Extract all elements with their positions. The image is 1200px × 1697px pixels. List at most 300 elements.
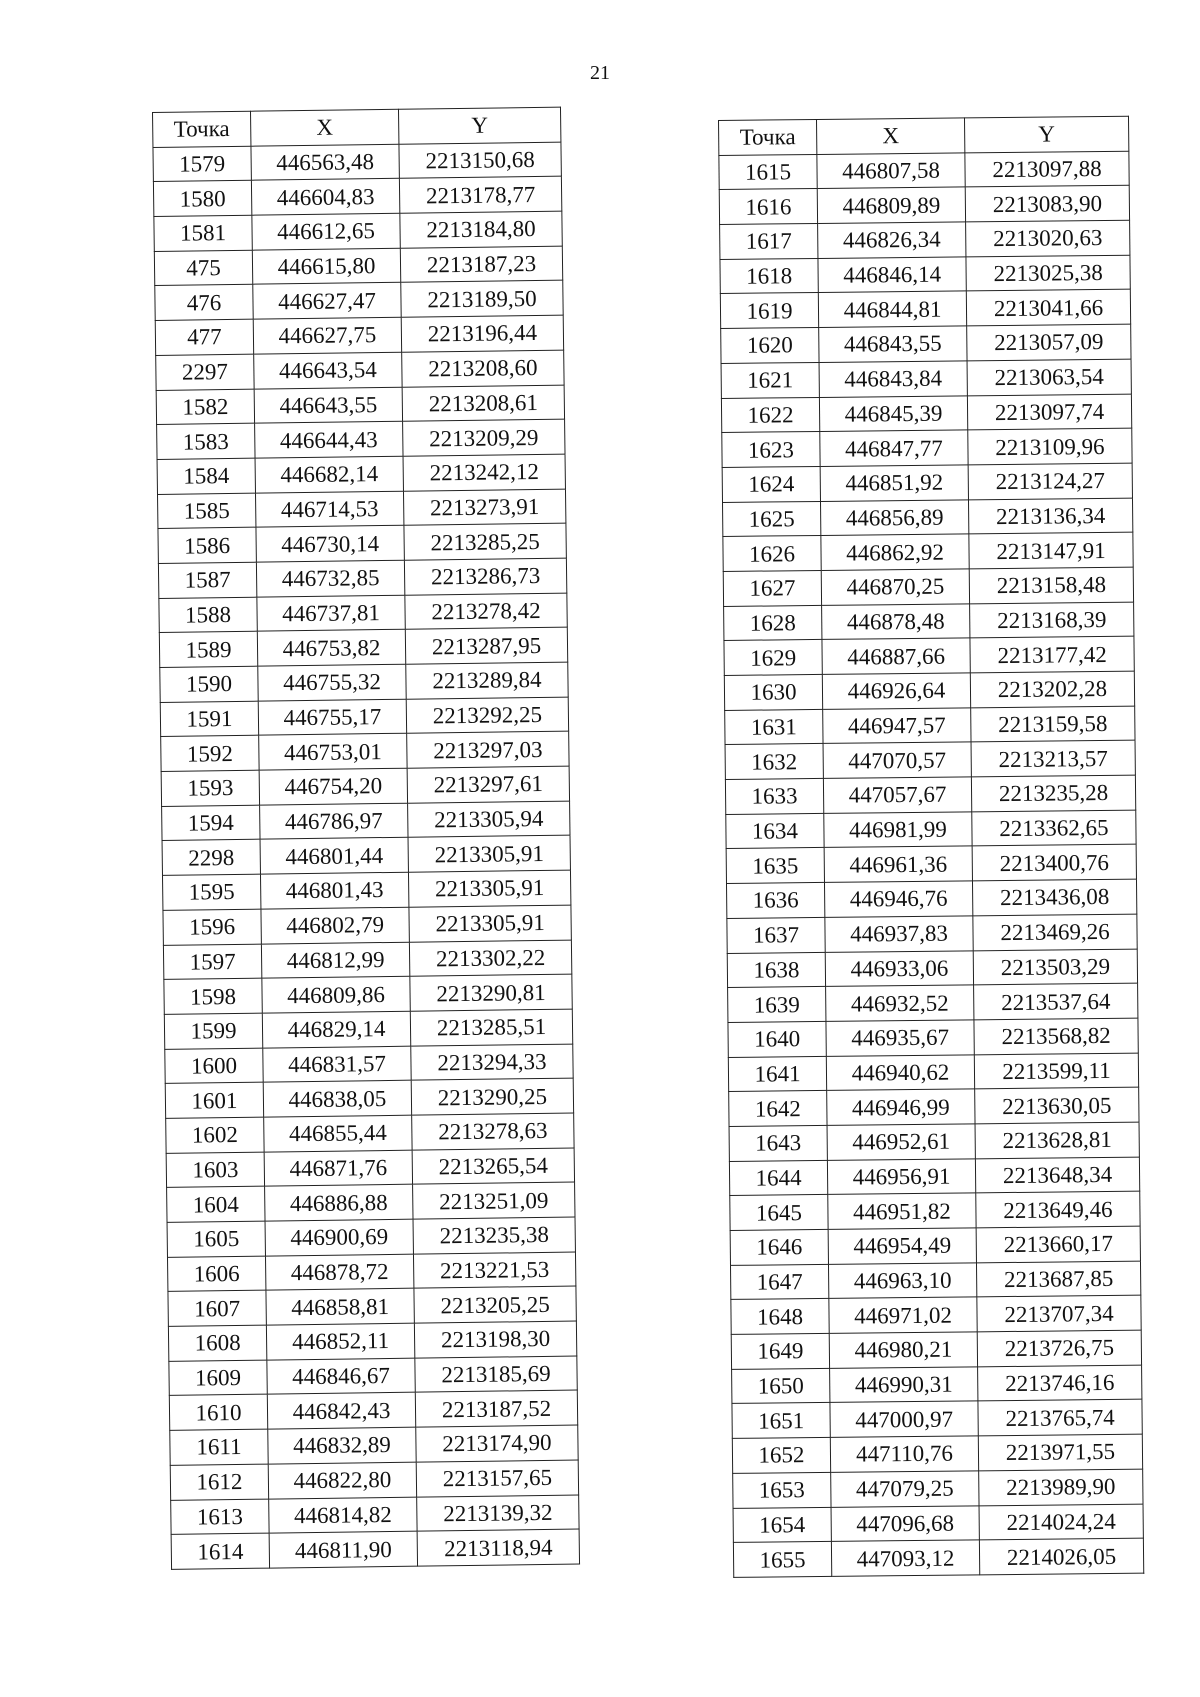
y-cell: 2213765,74 (978, 1400, 1142, 1436)
y-cell: 2213178,77 (399, 177, 561, 214)
x-cell: 446822,80 (268, 1462, 416, 1499)
y-cell: 2213205,25 (414, 1286, 576, 1323)
x-cell: 446615,80 (252, 248, 400, 285)
y-cell: 2213362,65 (972, 810, 1136, 846)
point-cell: 1588 (159, 597, 257, 633)
point-cell: 1652 (732, 1438, 830, 1474)
table-row (154, 211, 562, 251)
table-row (726, 845, 1136, 884)
table-row (158, 523, 566, 563)
y-cell: 2213168,39 (970, 602, 1134, 638)
table-row (169, 1390, 577, 1430)
x-cell: 446858,81 (266, 1289, 414, 1326)
x-cell: 446926,64 (822, 673, 970, 709)
table-row (168, 1321, 576, 1361)
point-cell: 1619 (720, 293, 818, 329)
point-cell: 1632 (725, 744, 823, 780)
table-row (169, 1356, 577, 1396)
x-cell: 446832,89 (268, 1427, 416, 1464)
y-cell: 2213707,34 (977, 1296, 1141, 1332)
y-cell: 2213285,51 (410, 1009, 572, 1046)
y-cell: 2213297,03 (407, 731, 569, 768)
table-row (733, 1538, 1143, 1577)
table-row (162, 836, 570, 876)
y-cell: 2213198,30 (414, 1321, 576, 1358)
x-cell: 447110,76 (830, 1436, 978, 1472)
point-cell: 1580 (153, 181, 251, 217)
x-cell: 446843,55 (819, 326, 967, 362)
x-cell: 446801,43 (260, 872, 408, 909)
table-row (733, 1469, 1143, 1508)
point-cell: 2297 (156, 354, 254, 390)
x-cell: 446563,48 (251, 144, 399, 181)
point-cell: 1621 (721, 362, 819, 398)
point-cell: 1642 (729, 1091, 827, 1127)
y-cell: 2213305,91 (408, 836, 570, 873)
table-row (170, 1425, 578, 1465)
x-cell: 446852,11 (266, 1323, 414, 1360)
y-cell: 2213302,22 (409, 940, 571, 977)
table-row (153, 177, 561, 217)
table-row (721, 324, 1131, 363)
x-cell: 446786,97 (260, 803, 408, 840)
x-cell: 446946,99 (827, 1089, 975, 1125)
x-cell: 446755,17 (258, 699, 406, 736)
y-cell: 2213503,29 (973, 949, 1137, 985)
table-row (719, 151, 1129, 190)
x-cell: 446846,14 (818, 257, 966, 293)
point-cell: 1602 (166, 1117, 264, 1153)
y-cell: 2213469,26 (973, 914, 1137, 950)
point-cell: 1610 (169, 1395, 267, 1431)
point-cell: 1600 (165, 1048, 263, 1084)
y-cell: 2213305,91 (409, 905, 571, 942)
table-row (723, 567, 1133, 606)
table-row (170, 1460, 578, 1500)
y-cell: 2213989,90 (979, 1469, 1143, 1505)
y-cell: 2213221,53 (413, 1252, 575, 1289)
table-row (160, 697, 568, 737)
y-cell: 2213278,42 (405, 593, 567, 630)
y-cell: 2213109,96 (968, 428, 1132, 464)
x-cell: 446826,34 (818, 222, 966, 258)
y-cell: 2213599,11 (974, 1053, 1138, 1089)
table-row (162, 870, 570, 910)
table-row (720, 255, 1130, 294)
header-x: X (250, 109, 398, 146)
x-cell: 446933,06 (825, 950, 973, 986)
point-cell: 1631 (725, 709, 823, 745)
table-header-row (153, 107, 561, 147)
x-cell: 446730,14 (256, 525, 404, 562)
y-cell: 2213687,85 (976, 1261, 1140, 1297)
x-cell: 446753,01 (259, 734, 407, 771)
table-row (721, 359, 1131, 398)
x-cell: 447070,57 (823, 742, 971, 778)
y-cell: 2213083,90 (965, 186, 1129, 222)
y-cell: 2213726,75 (977, 1330, 1141, 1366)
point-cell: 1653 (733, 1472, 831, 1508)
point-cell: 1635 (726, 848, 824, 884)
table-row (727, 914, 1137, 953)
table-row (725, 741, 1135, 780)
header-y: Y (398, 107, 560, 144)
x-cell: 446801,44 (260, 838, 408, 875)
x-cell: 446802,79 (261, 907, 409, 944)
point-cell: 1598 (164, 978, 262, 1014)
y-cell: 2213297,61 (407, 766, 569, 803)
y-cell: 2213041,66 (966, 290, 1130, 326)
y-cell: 2213289,84 (406, 662, 568, 699)
table-row (733, 1504, 1143, 1543)
x-cell: 446809,89 (817, 187, 965, 223)
y-cell: 2213235,38 (413, 1217, 575, 1254)
y-cell: 2213648,34 (975, 1157, 1139, 1193)
y-cell: 2213157,65 (416, 1460, 578, 1497)
table-row (726, 810, 1136, 849)
x-cell: 446886,88 (265, 1184, 413, 1221)
point-cell: 1628 (724, 605, 822, 641)
point-cell: 1626 (723, 536, 821, 572)
table-row (721, 394, 1131, 433)
x-cell: 446829,14 (262, 1011, 410, 1048)
x-cell: 446862,92 (821, 534, 969, 570)
point-cell: 1596 (163, 909, 261, 945)
point-cell: 1649 (731, 1333, 829, 1369)
table-row (158, 558, 566, 598)
header-point: Точка (719, 119, 817, 155)
table-row (157, 454, 565, 494)
x-cell: 446871,76 (264, 1150, 412, 1187)
table-row (158, 489, 566, 529)
table-row (168, 1286, 576, 1326)
x-cell: 446843,84 (819, 361, 967, 397)
y-cell: 2213273,91 (403, 489, 565, 526)
point-cell: 1603 (166, 1152, 264, 1188)
table-row (727, 949, 1137, 988)
table-row (162, 801, 570, 841)
table-row (723, 498, 1133, 537)
y-cell: 2213537,64 (974, 983, 1138, 1019)
y-cell: 2213628,81 (975, 1122, 1139, 1158)
y-cell: 2213746,16 (978, 1365, 1142, 1401)
point-cell: 1647 (730, 1264, 828, 1300)
point-cell: 1604 (167, 1186, 265, 1222)
x-cell: 446980,21 (829, 1332, 977, 1368)
x-cell: 446754,20 (259, 768, 407, 805)
point-cell: 1646 (730, 1229, 828, 1265)
y-cell: 2213208,61 (402, 385, 564, 422)
y-cell: 2213097,74 (967, 394, 1131, 430)
point-cell: 1582 (156, 389, 254, 425)
x-cell: 446954,49 (828, 1228, 976, 1264)
table-row (171, 1529, 579, 1569)
x-cell: 446855,44 (264, 1115, 412, 1152)
x-cell: 446961,36 (824, 846, 972, 882)
point-cell: 1579 (153, 146, 251, 182)
y-cell: 2213174,90 (416, 1425, 578, 1462)
point-cell: 1590 (160, 666, 258, 702)
point-cell: 1593 (161, 770, 259, 806)
point-cell: 1589 (159, 631, 257, 667)
table-row (725, 775, 1135, 814)
point-cell: 1625 (723, 501, 821, 537)
x-cell: 446846,67 (267, 1358, 415, 1395)
point-cell: 476 (155, 285, 253, 321)
point-cell: 1595 (162, 874, 260, 910)
table-row (732, 1400, 1142, 1439)
x-cell: 446814,82 (269, 1497, 417, 1534)
x-cell: 446643,55 (254, 387, 402, 424)
point-cell: 1584 (157, 458, 255, 494)
point-cell: 1617 (720, 224, 818, 260)
y-cell: 2213159,58 (971, 706, 1135, 742)
x-cell: 446878,48 (822, 604, 970, 640)
x-cell: 446935,67 (826, 1020, 974, 1056)
table-row (723, 532, 1133, 571)
table-row (167, 1182, 575, 1222)
page-number: 21 (590, 62, 610, 84)
x-cell: 447057,67 (823, 777, 971, 813)
header-x: X (816, 118, 964, 154)
y-cell: 2213630,05 (975, 1087, 1139, 1123)
x-cell: 446870,25 (821, 569, 969, 605)
x-cell: 446963,10 (828, 1263, 976, 1299)
y-cell: 2213285,25 (404, 523, 566, 560)
point-cell: 1615 (719, 154, 817, 190)
x-cell: 446900,69 (265, 1219, 413, 1256)
y-cell: 2213305,91 (408, 870, 570, 907)
point-cell: 1611 (170, 1429, 268, 1465)
point-cell: 1601 (165, 1082, 263, 1118)
y-cell: 2213020,63 (966, 220, 1130, 256)
table-row (732, 1365, 1142, 1404)
x-cell: 446627,75 (253, 317, 401, 354)
y-cell: 2213202,28 (970, 671, 1134, 707)
table-row (156, 350, 564, 390)
x-cell: 446878,72 (265, 1254, 413, 1291)
y-cell: 2213196,44 (401, 315, 563, 352)
x-cell: 446604,83 (251, 179, 399, 216)
point-cell: 1655 (733, 1542, 831, 1578)
x-cell: 446951,82 (828, 1193, 976, 1229)
point-cell: 1648 (731, 1299, 829, 1335)
y-cell: 2213213,57 (971, 741, 1135, 777)
table-row (732, 1434, 1142, 1473)
table-row (724, 602, 1134, 641)
y-cell: 2214026,05 (979, 1538, 1143, 1574)
y-cell: 2213265,54 (412, 1148, 574, 1185)
y-cell: 2213209,29 (403, 419, 565, 456)
y-cell: 2213139,32 (417, 1495, 579, 1532)
x-cell: 446990,31 (830, 1367, 978, 1403)
point-cell: 1612 (170, 1464, 268, 1500)
x-cell: 446851,92 (820, 465, 968, 501)
table-row (720, 290, 1130, 329)
y-cell: 2213400,76 (972, 845, 1136, 881)
point-cell: 1607 (168, 1290, 266, 1326)
x-cell: 446845,39 (819, 395, 967, 431)
point-cell: 1591 (160, 701, 258, 737)
table-row (165, 1044, 573, 1084)
point-cell: 1639 (728, 987, 826, 1023)
point-cell: 1633 (725, 778, 823, 814)
x-cell: 446932,52 (826, 985, 974, 1021)
table-row (160, 662, 568, 702)
y-cell: 2213294,33 (411, 1044, 573, 1081)
table-row (166, 1148, 574, 1188)
y-cell: 2214024,24 (979, 1504, 1143, 1540)
point-cell: 1605 (167, 1221, 265, 1257)
x-cell: 446952,61 (827, 1124, 975, 1160)
x-cell: 446981,99 (824, 812, 972, 848)
x-cell: 446940,62 (826, 1054, 974, 1090)
table-row (731, 1330, 1141, 1369)
point-cell: 1597 (163, 944, 261, 980)
coordinates-table-left (152, 107, 580, 1570)
table-row (164, 974, 572, 1014)
table-row (730, 1226, 1140, 1265)
table-header-row (719, 116, 1129, 155)
y-cell: 2213063,54 (967, 359, 1131, 395)
y-cell: 2213147,91 (969, 532, 1133, 568)
header-point: Точка (153, 111, 251, 147)
y-cell: 2213436,08 (972, 879, 1136, 915)
y-cell: 2213185,69 (415, 1356, 577, 1393)
point-cell: 1586 (158, 527, 256, 563)
x-cell: 446947,57 (823, 708, 971, 744)
table-row (159, 627, 567, 667)
x-cell: 446811,90 (269, 1531, 417, 1568)
x-cell: 446755,32 (258, 664, 406, 701)
x-cell: 446682,14 (255, 456, 403, 493)
x-cell: 447079,25 (831, 1471, 979, 1507)
y-cell: 2213025,38 (966, 255, 1130, 291)
y-cell: 2213187,23 (400, 246, 562, 283)
y-cell: 2213305,94 (408, 801, 570, 838)
point-cell: 1606 (167, 1256, 265, 1292)
table-row (171, 1495, 579, 1535)
x-cell: 446737,81 (257, 595, 405, 632)
table-row (719, 186, 1129, 225)
table-row (724, 636, 1134, 675)
table-row (724, 671, 1134, 710)
point-cell: 1630 (724, 674, 822, 710)
point-cell: 1587 (158, 562, 256, 598)
y-cell: 2213242,12 (403, 454, 565, 491)
x-cell: 446732,85 (256, 560, 404, 597)
y-cell: 2213158,48 (969, 567, 1133, 603)
table-row (730, 1261, 1140, 1300)
x-cell: 446812,99 (261, 942, 409, 979)
point-cell: 1594 (162, 805, 260, 841)
point-cell: 1585 (158, 493, 256, 529)
x-cell: 446753,82 (257, 630, 405, 667)
table-row (155, 315, 563, 355)
table-row (722, 463, 1132, 502)
point-cell: 1581 (154, 215, 252, 251)
point-cell: 1618 (720, 258, 818, 294)
y-cell: 2213057,09 (967, 324, 1131, 360)
x-cell: 446856,89 (820, 499, 968, 535)
point-cell: 1616 (719, 189, 817, 225)
y-cell: 2213150,68 (399, 142, 561, 179)
point-cell: 1609 (169, 1360, 267, 1396)
y-cell: 2213660,17 (976, 1226, 1140, 1262)
x-cell: 446644,43 (255, 421, 403, 458)
x-cell: 446887,66 (822, 638, 970, 674)
x-cell: 446956,91 (827, 1158, 975, 1194)
table-row (166, 1113, 574, 1153)
point-cell: 1641 (728, 1056, 826, 1092)
table-row (729, 1157, 1139, 1196)
point-cell: 477 (155, 319, 253, 355)
point-cell: 1627 (723, 570, 821, 606)
point-cell: 1634 (726, 813, 824, 849)
table-row (728, 1053, 1138, 1092)
table-row (729, 1087, 1139, 1126)
point-cell: 475 (154, 250, 252, 286)
point-cell: 1643 (729, 1125, 827, 1161)
y-cell: 2213286,73 (404, 558, 566, 595)
x-cell: 447093,12 (831, 1540, 979, 1576)
point-cell: 1636 (726, 883, 824, 919)
table-row (725, 706, 1135, 745)
x-cell: 446809,86 (262, 976, 410, 1013)
table-row (161, 731, 569, 771)
table-row (722, 428, 1132, 467)
point-cell: 1651 (732, 1403, 830, 1439)
y-cell: 2213971,55 (978, 1434, 1142, 1470)
y-cell: 2213290,81 (410, 974, 572, 1011)
x-cell: 447096,68 (831, 1505, 979, 1541)
point-cell: 1622 (721, 397, 819, 433)
table-row (167, 1252, 575, 1292)
x-cell: 446807,58 (817, 153, 965, 189)
table-row (155, 281, 563, 321)
point-cell: 1620 (721, 328, 819, 364)
table-row (157, 419, 565, 459)
y-cell: 2213251,09 (413, 1182, 575, 1219)
coordinates-table-right (718, 116, 1144, 1578)
point-cell: 1638 (727, 952, 825, 988)
point-cell: 2298 (162, 840, 260, 876)
table-row (728, 1018, 1138, 1057)
x-cell: 446937,83 (825, 916, 973, 952)
x-cell: 447000,97 (830, 1401, 978, 1437)
x-cell: 446971,02 (829, 1297, 977, 1333)
x-cell: 446838,05 (263, 1080, 411, 1117)
y-cell: 2213287,95 (405, 627, 567, 664)
x-cell: 446844,81 (818, 291, 966, 327)
y-cell: 2213189,50 (401, 281, 563, 318)
y-cell: 2213292,25 (406, 697, 568, 734)
x-cell: 446612,65 (252, 213, 400, 250)
point-cell: 1654 (733, 1507, 831, 1543)
table-row (164, 1009, 572, 1049)
point-cell: 1637 (727, 917, 825, 953)
x-cell: 446627,47 (253, 283, 401, 320)
y-cell: 2213124,27 (968, 463, 1132, 499)
x-cell: 446714,53 (255, 491, 403, 528)
y-cell: 2213208,60 (402, 350, 564, 387)
table-row (156, 385, 564, 425)
y-cell: 2213278,63 (412, 1113, 574, 1150)
point-cell: 1614 (171, 1533, 269, 1569)
table-row (159, 593, 567, 633)
y-cell: 2213136,34 (968, 498, 1132, 534)
point-cell: 1629 (724, 640, 822, 676)
